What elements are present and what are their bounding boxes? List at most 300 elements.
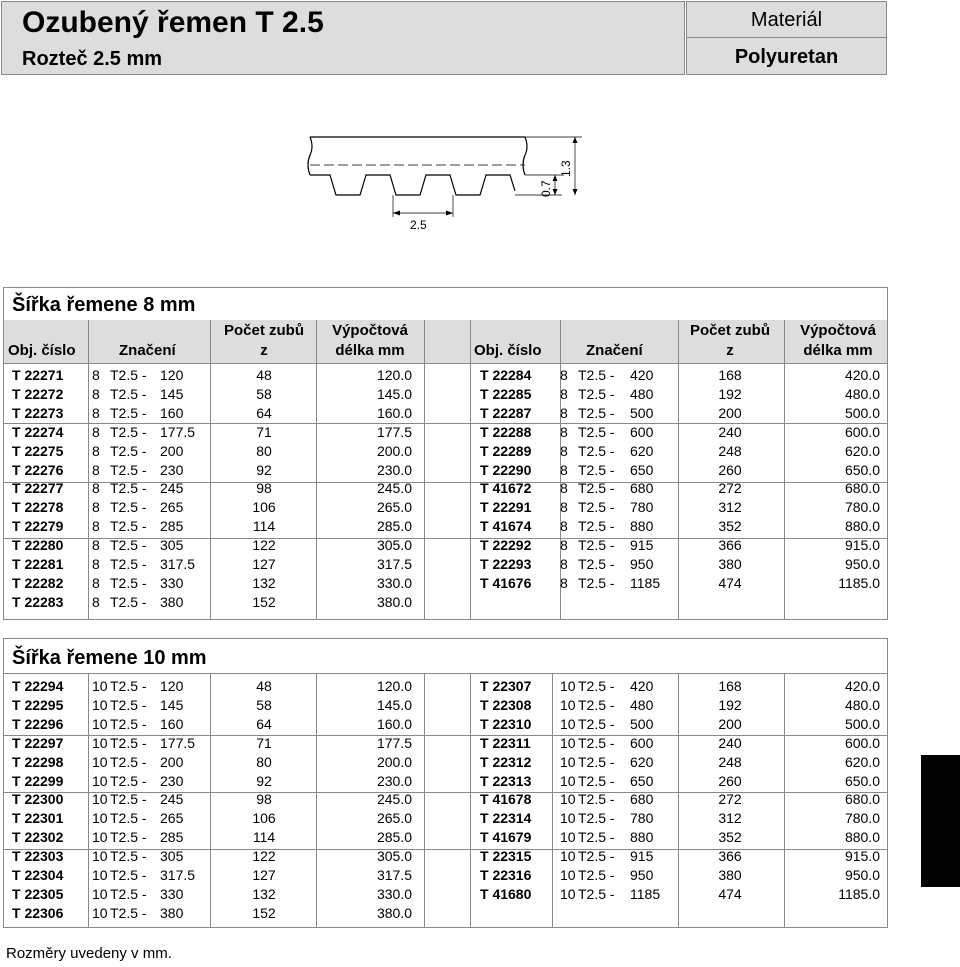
order-number: T 22297	[12, 734, 64, 751]
table-row	[4, 677, 887, 696]
belt-type: T2.5 -	[578, 810, 615, 827]
order-number: T 22314	[480, 810, 532, 827]
teeth-count: 474	[718, 574, 742, 591]
teeth-count: 240	[718, 423, 742, 440]
order-number: T 41679	[480, 829, 532, 846]
belt-length: 120	[160, 678, 184, 694]
teeth-count: 352	[718, 518, 742, 535]
belt-width: 10	[92, 810, 108, 827]
belt-type: T2.5 -	[110, 696, 147, 713]
calculated-length: 330.0	[376, 885, 412, 902]
belt-length: 780	[630, 499, 654, 516]
belt-width: 8	[92, 499, 100, 516]
belt-length: 177.5	[160, 734, 196, 751]
pitch-dimension-label: 2.5	[410, 218, 427, 232]
belt-length: 600	[630, 423, 654, 440]
belt-type: T2.5 -	[110, 461, 147, 478]
calculated-length: 620.0	[844, 753, 880, 770]
order-number: T 22290	[480, 461, 532, 478]
teeth-count: 132	[252, 574, 276, 591]
order-number: T 22293	[480, 556, 532, 572]
calculated-length: 200.0	[376, 753, 412, 770]
teeth-count: 98	[256, 791, 272, 808]
table-row	[4, 385, 887, 404]
table-row	[4, 696, 887, 715]
teeth-count: 152	[252, 593, 276, 610]
belt-length: 160	[160, 404, 184, 421]
order-number: T 22304	[12, 867, 64, 883]
calculated-length: 177.5	[376, 734, 412, 751]
belt-length: 480	[630, 385, 654, 402]
teeth-count: 58	[256, 385, 272, 402]
belt-length: 1185	[630, 885, 661, 902]
belt-type: T2.5 -	[110, 367, 147, 383]
belt-type: T2.5 -	[578, 385, 615, 402]
section-title-8mm: Šířka řemene 8 mm	[12, 294, 196, 316]
belt-length: 880	[630, 518, 654, 535]
belt-length: 620	[630, 442, 654, 459]
belt-type: T2.5 -	[578, 791, 615, 808]
order-number: T 22302	[12, 829, 64, 846]
belt-type: T2.5 -	[110, 772, 147, 789]
belt-width: 8	[560, 442, 568, 459]
belt-width: 8	[92, 574, 100, 591]
col-teeth-sub-right: z	[726, 342, 734, 359]
teeth-count: 168	[718, 367, 742, 383]
calculated-length: 780.0	[844, 499, 880, 516]
order-number: T 22285	[480, 385, 532, 402]
belt-type: T2.5 -	[578, 367, 615, 383]
calculated-length: 950.0	[844, 556, 880, 572]
order-number: T 22288	[480, 423, 532, 440]
teeth-count: 352	[718, 829, 742, 846]
belt-width: 8	[92, 556, 100, 572]
belt-type: T2.5 -	[578, 537, 615, 554]
belt-width: 10	[560, 867, 576, 883]
belt-type: T2.5 -	[578, 574, 615, 591]
order-number: T 22279	[12, 518, 64, 535]
calculated-length: 230.0	[376, 461, 412, 478]
page-edge-tab	[921, 755, 960, 887]
order-number: T 22274	[12, 423, 64, 440]
order-number: T 22292	[480, 537, 532, 554]
table-row	[4, 866, 887, 885]
teeth-count: 48	[256, 367, 272, 383]
teeth-count: 106	[252, 499, 276, 516]
belt-type: T2.5 -	[578, 715, 615, 732]
order-number: T 22300	[12, 791, 64, 808]
material-box	[686, 1, 887, 75]
belt-width: 10	[92, 867, 108, 883]
teeth-count: 312	[718, 499, 742, 516]
calculated-length: 915.0	[844, 537, 880, 554]
belt-type: T2.5 -	[110, 904, 147, 921]
calculated-length: 317.5	[376, 867, 412, 883]
belt-length: 420	[630, 367, 654, 383]
col-length-header-right: Výpočtová	[800, 322, 876, 339]
belt-width: 10	[560, 810, 576, 827]
order-number: T 22277	[12, 480, 64, 497]
col-teeth-header: Počet zubů	[223, 322, 304, 339]
belt-width: 8	[92, 423, 100, 440]
order-number: T 22312	[480, 753, 532, 770]
calculated-length: 1185.0	[838, 574, 880, 591]
col-length-header: Výpočtová	[332, 322, 408, 339]
calculated-length: 230.0	[376, 772, 412, 789]
belt-width: 10	[560, 696, 576, 713]
order-number: T 22313	[480, 772, 532, 789]
teeth-count: 152	[252, 904, 276, 921]
footnote: Rozměry uvedeny v mm.	[6, 945, 172, 962]
belt-type: T2.5 -	[110, 734, 147, 751]
teeth-count: 122	[252, 537, 276, 554]
calculated-length: 245.0	[376, 791, 412, 808]
calculated-length: 950.0	[844, 867, 880, 883]
teeth-count: 192	[718, 385, 742, 402]
belt-type: T2.5 -	[110, 442, 147, 459]
calculated-length: 600.0	[844, 734, 880, 751]
belt-width: 8	[560, 537, 568, 554]
teeth-count: 260	[718, 461, 742, 478]
col-mark-header: Značení	[119, 342, 176, 359]
teeth-count: 122	[252, 848, 276, 865]
teeth-count: 92	[256, 461, 272, 478]
belt-width: 8	[92, 442, 100, 459]
belt-length: 1185	[630, 574, 661, 591]
calculated-length: 160.0	[376, 404, 412, 421]
order-number: T 22273	[12, 404, 64, 421]
table-row	[4, 847, 887, 866]
belt-length: 330	[160, 885, 184, 902]
table-width-8mm	[3, 287, 888, 620]
belt-width: 10	[92, 753, 108, 770]
title-box	[1, 1, 685, 75]
belt-length: 650	[630, 461, 654, 478]
belt-length: 680	[630, 480, 654, 497]
belt-type: T2.5 -	[110, 537, 147, 554]
belt-type: T2.5 -	[578, 678, 615, 694]
calculated-length: 305.0	[376, 848, 412, 865]
calculated-length: 915.0	[844, 848, 880, 865]
teeth-count: 64	[256, 715, 272, 732]
order-number: T 22275	[12, 442, 64, 459]
calculated-length: 480.0	[844, 696, 880, 713]
order-number: T 22283	[12, 593, 64, 610]
table-row	[4, 517, 887, 536]
belt-length: 420	[630, 678, 654, 694]
calculated-length: 160.0	[376, 715, 412, 732]
belt-length: 317.5	[160, 867, 196, 883]
order-number: T 22315	[480, 848, 532, 865]
order-number: T 22278	[12, 499, 64, 516]
order-number: T 22301	[12, 810, 64, 827]
belt-length: 317.5	[160, 556, 196, 572]
belt-width: 8	[560, 556, 568, 572]
teeth-count: 200	[718, 404, 742, 421]
belt-width: 8	[92, 461, 100, 478]
belt-type: T2.5 -	[110, 404, 147, 421]
teeth-count: 58	[256, 696, 272, 713]
teeth-count: 114	[252, 518, 276, 535]
belt-width: 10	[92, 772, 108, 789]
belt-width: 8	[92, 480, 100, 497]
order-number: T 22316	[480, 867, 532, 883]
order-number: T 41678	[480, 791, 532, 808]
table-row	[4, 461, 887, 480]
col-obj-header-right: Obj. číslo	[474, 342, 542, 359]
total-height-label: 1.3	[559, 160, 573, 177]
order-number: T 22306	[12, 904, 64, 921]
calculated-length: 500.0	[844, 404, 880, 421]
table-row	[4, 442, 887, 461]
belt-width: 8	[92, 404, 100, 421]
belt-type: T2.5 -	[110, 499, 147, 516]
order-number: T 22303	[12, 848, 64, 865]
belt-length: 265	[160, 810, 184, 827]
belt-width: 8	[560, 480, 568, 497]
belt-width: 10	[560, 885, 576, 902]
teeth-count: 132	[252, 885, 276, 902]
belt-length: 330	[160, 574, 184, 591]
order-number: T 22307	[480, 678, 532, 694]
calculated-length: 650.0	[844, 772, 880, 789]
order-number: T 41680	[480, 885, 532, 902]
order-number: T 22295	[12, 696, 64, 713]
belt-length: 780	[630, 810, 654, 827]
calculated-length: 380.0	[376, 904, 412, 921]
belt-width: 10	[560, 734, 576, 751]
table-row	[4, 574, 887, 593]
belt-width: 10	[92, 678, 108, 694]
belt-type: T2.5 -	[110, 715, 147, 732]
belt-width: 10	[92, 904, 108, 921]
belt-type: T2.5 -	[110, 556, 147, 572]
belt-type: T2.5 -	[110, 385, 147, 402]
order-number: T 22289	[480, 442, 532, 459]
calculated-length: 880.0	[844, 829, 880, 846]
calculated-length: 120.0	[376, 367, 412, 383]
calculated-length: 1185.0	[838, 885, 880, 902]
order-number: T 41674	[480, 518, 532, 535]
table-row	[4, 828, 887, 847]
table-row	[4, 772, 887, 791]
teeth-count: 98	[256, 480, 272, 497]
page-title: Ozubený řemen T 2.5	[22, 6, 324, 39]
belt-type: T2.5 -	[578, 556, 615, 572]
belt-length: 915	[630, 848, 654, 865]
order-number: T 22276	[12, 461, 64, 478]
belt-width: 8	[560, 499, 568, 516]
belt-length: 245	[160, 791, 184, 808]
belt-length: 230	[160, 461, 184, 478]
belt-teeth	[310, 175, 515, 195]
belt-type: T2.5 -	[578, 423, 615, 440]
belt-width: 10	[560, 791, 576, 808]
teeth-count: 200	[718, 715, 742, 732]
order-number: T 41672	[480, 480, 532, 497]
belt-type: T2.5 -	[578, 734, 615, 751]
order-number: T 22299	[12, 772, 64, 789]
order-number: T 22298	[12, 753, 64, 770]
belt-width: 10	[92, 696, 108, 713]
belt-length: 160	[160, 715, 184, 732]
calculated-length: 245.0	[376, 480, 412, 497]
order-number: T 22280	[12, 537, 64, 554]
calculated-length: 265.0	[376, 810, 412, 827]
table-row	[4, 790, 887, 809]
belt-length: 177.5	[160, 423, 196, 440]
teeth-count: 80	[256, 753, 272, 770]
belt-width: 8	[92, 593, 100, 610]
belt-length: 285	[160, 829, 184, 846]
teeth-count: 380	[718, 556, 742, 572]
belt-type: T2.5 -	[578, 518, 615, 535]
teeth-count: 71	[256, 734, 272, 751]
belt-type: T2.5 -	[578, 867, 615, 883]
belt-width: 10	[560, 772, 576, 789]
belt-type: T2.5 -	[578, 696, 615, 713]
calculated-length: 177.5	[376, 423, 412, 440]
order-number: T 22305	[12, 885, 64, 902]
calculated-length: 265.0	[376, 499, 412, 516]
belt-length: 950	[630, 867, 654, 883]
belt-length: 500	[630, 715, 654, 732]
belt-width: 8	[560, 574, 568, 591]
belt-type: T2.5 -	[110, 810, 147, 827]
order-number: T 22311	[480, 734, 531, 751]
belt-type: T2.5 -	[578, 480, 615, 497]
belt-type: T2.5 -	[110, 423, 147, 440]
teeth-count: 92	[256, 772, 272, 789]
calculated-length: 120.0	[376, 678, 412, 694]
teeth-count: 248	[718, 753, 742, 770]
teeth-count: 64	[256, 404, 272, 421]
belt-type: T2.5 -	[578, 753, 615, 770]
col-teeth-sub: z	[260, 342, 268, 359]
belt-type: T2.5 -	[578, 829, 615, 846]
belt-length: 305	[160, 537, 184, 554]
belt-length: 230	[160, 772, 184, 789]
order-number: T 41676	[480, 574, 532, 591]
belt-width: 8	[560, 461, 568, 478]
belt-type: T2.5 -	[110, 867, 147, 883]
belt-width: 10	[92, 848, 108, 865]
belt-length: 200	[160, 753, 184, 770]
order-number: T 22284	[480, 367, 532, 383]
teeth-count: 272	[718, 791, 742, 808]
belt-type: T2.5 -	[578, 442, 615, 459]
section-title-10mm: Šířka řemene 10 mm	[12, 647, 207, 669]
calculated-length: 420.0	[844, 678, 880, 694]
order-number: T 22281	[12, 556, 64, 572]
calculated-length: 200.0	[376, 442, 412, 459]
table-row	[4, 479, 887, 498]
belt-type: T2.5 -	[110, 574, 147, 591]
order-number: T 22308	[480, 696, 532, 713]
tooth-height-label: 0.7	[539, 180, 553, 197]
belt-type: T2.5 -	[110, 678, 147, 694]
belt-width: 8	[92, 518, 100, 535]
belt-width: 8	[92, 537, 100, 554]
teeth-count: 260	[718, 772, 742, 789]
belt-type: T2.5 -	[110, 518, 147, 535]
belt-length: 620	[630, 753, 654, 770]
belt-length: 245	[160, 480, 184, 497]
belt-type: T2.5 -	[578, 848, 615, 865]
calculated-length: 330.0	[376, 574, 412, 591]
belt-width: 8	[560, 385, 568, 402]
belt-length: 480	[630, 696, 654, 713]
order-number: T 22282	[12, 574, 64, 591]
calculated-length: 285.0	[376, 518, 412, 535]
calculated-length: 500.0	[844, 715, 880, 732]
belt-length: 915	[630, 537, 654, 554]
belt-type: T2.5 -	[578, 404, 615, 421]
belt-width: 10	[560, 848, 576, 865]
teeth-count: 106	[252, 810, 276, 827]
belt-width: 10	[92, 734, 108, 751]
calculated-length: 305.0	[376, 537, 412, 554]
belt-width: 10	[92, 715, 108, 732]
teeth-count: 127	[252, 556, 276, 572]
belt-width: 8	[92, 367, 100, 383]
belt-length: 145	[160, 696, 184, 713]
teeth-count: 80	[256, 442, 272, 459]
belt-left-break	[308, 137, 312, 175]
belt-type: T2.5 -	[110, 791, 147, 808]
teeth-count: 474	[718, 885, 742, 902]
belt-length: 200	[160, 442, 184, 459]
calculated-length: 680.0	[844, 791, 880, 808]
calculated-length: 600.0	[844, 423, 880, 440]
belt-type: T2.5 -	[578, 461, 615, 478]
belt-length: 380	[160, 593, 184, 610]
belt-width: 10	[92, 885, 108, 902]
order-number: T 22310	[480, 715, 532, 732]
table-row	[4, 809, 887, 828]
belt-width: 8	[560, 404, 568, 421]
material-label: Materiál	[687, 2, 886, 38]
table-row	[4, 366, 887, 385]
order-number: T 22291	[480, 499, 532, 516]
material-value: Polyuretan	[734, 46, 839, 68]
belt-type: T2.5 -	[110, 848, 147, 865]
belt-length: 650	[630, 772, 654, 789]
teeth-count: 272	[718, 480, 742, 497]
belt-length: 500	[630, 404, 654, 421]
col-mark-header-right: Značení	[586, 342, 643, 359]
belt-width: 10	[560, 715, 576, 732]
table-width-10mm	[3, 638, 888, 928]
belt-type: T2.5 -	[110, 753, 147, 770]
belt-width: 8	[92, 385, 100, 402]
belt-profile-drawing	[300, 125, 590, 235]
belt-width: 10	[560, 753, 576, 770]
calculated-length: 285.0	[376, 829, 412, 846]
belt-length: 880	[630, 829, 654, 846]
belt-length: 680	[630, 791, 654, 808]
belt-length: 145	[160, 385, 184, 402]
table-row	[4, 536, 887, 555]
table-row	[4, 593, 887, 612]
calculated-length: 145.0	[376, 385, 412, 402]
belt-type: T2.5 -	[110, 480, 147, 497]
belt-type: T2.5 -	[578, 499, 615, 516]
calculated-length: 145.0	[376, 696, 412, 713]
table-row	[4, 423, 887, 442]
belt-length: 380	[160, 904, 184, 921]
pitch-subtitle: Rozteč 2.5 mm	[22, 48, 163, 70]
